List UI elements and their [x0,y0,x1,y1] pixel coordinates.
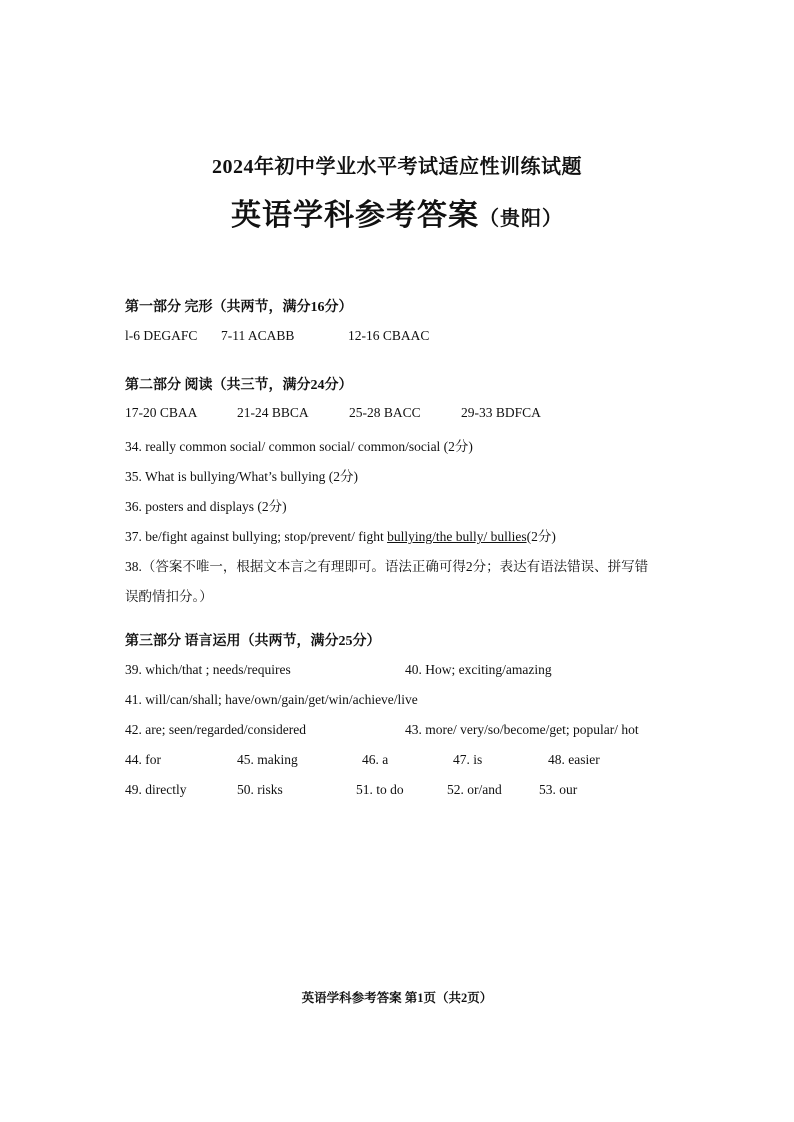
part1-answer-2: 7-11 ACABB [221,328,295,343]
page-footer: 英语学科参考答案 第1页（共2页） [301,991,493,1005]
part1-answer-1: l-6 DEGAFC [125,328,198,343]
answer-44: 44. for [125,752,161,767]
document-subtitle [0,190,794,234]
subtitle-text: 英语学科参考答案 [231,199,479,232]
answer-48: 48. easier [548,752,600,767]
answer-41: 41. will/can/shall; have/own/gain/get/win/achieve/live [125,692,418,707]
document-title: 2024年初中学业水平考试适应性训练试题 [212,156,582,178]
answer-35: 35. What is bullying/What’s bullying (2分) [125,469,358,484]
part2-answer-4: 29-33 BDFCA [461,405,541,420]
part2-answer-3: 25-28 BACC [349,405,421,420]
answer-34: 34. really common social/ common social/ common/social (2分) [125,439,473,454]
answer-38-line1: 38.（答案不唯一，根据文本言之有理即可。语法正确可得2分；表达有语法错误、拼写错 [125,559,649,574]
part1-answer-3: 12-16 CBAAC [348,328,430,343]
answer-45: 45. making [237,752,298,767]
answer-37 [125,525,556,545]
answer-46: 46. a [362,752,389,767]
answer-37-text: 37. be/fight against bullying; stop/prevent/ fight [125,529,388,544]
part2-answer-1: 17-20 CBAA [125,405,198,420]
answer-42: 42. are; seen/regarded/considered [125,722,307,737]
answer-40: 40. How; exciting/amazing [405,662,552,677]
answer-43: 43. more/ very/so/become/get; popular/ hot [405,722,639,737]
answer-49: 49. directly [125,782,187,797]
answer-50: 50. risks [237,782,283,797]
answer-47: 47. is [453,752,483,767]
answer-37-underlined: bullying/the bully/ bullies [387,529,527,544]
part2-answer-2: 21-24 BBCA [237,405,309,420]
answer-38-line2: 误酌情扣分。） [125,589,213,604]
part1-heading: 第一部分 完形（共两节，满分16分） [125,300,353,315]
region-label: （贵阳） [479,208,563,230]
answer-53: 53. our [539,782,578,797]
part2-heading: 第二部分 阅读（共三节，满分24分） [125,378,353,393]
answer-37-score: (2分) [526,529,556,544]
answer-39: 39. which/that ; needs/requires [125,662,291,677]
part3-heading: 第三部分 语言运用（共两节，满分25分） [125,634,381,649]
answer-52: 52. or/and [447,782,502,797]
answer-51: 51. to do [356,782,404,797]
answer-36: 36. posters and displays (2分) [125,499,287,514]
